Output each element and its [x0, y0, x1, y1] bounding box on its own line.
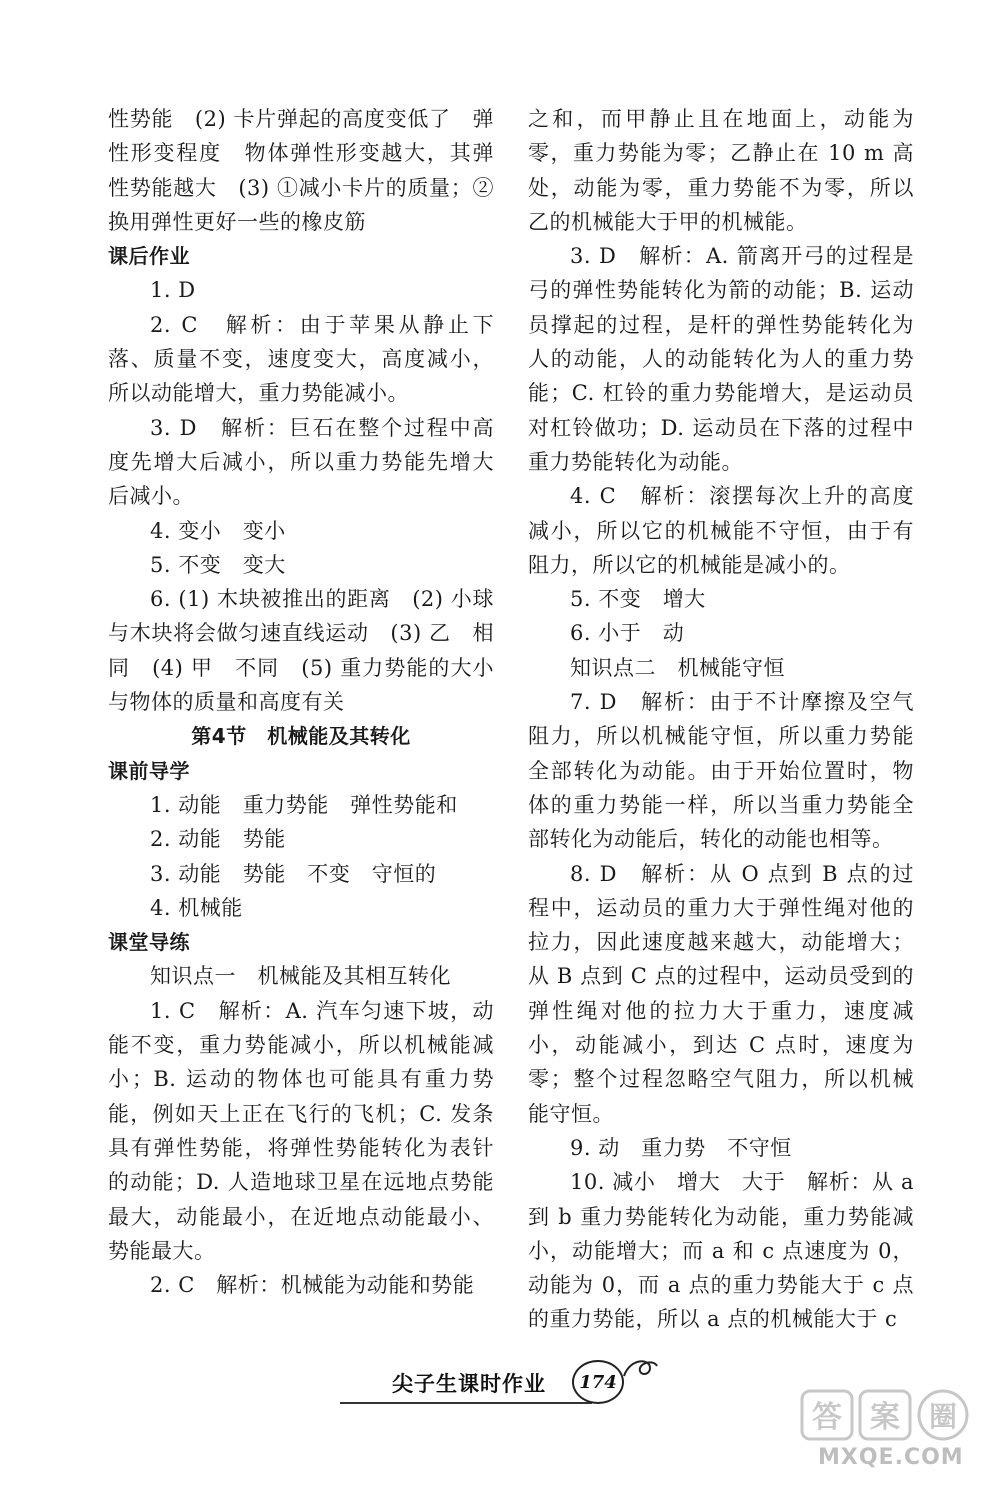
answer-paragraph: 3. D 解析：A. 箭离开弓的过程是弓的弹性势能转化为箭的动能；B. 运动员撑起的过程，是杆的弹性势能转化为人的动能，人的动能转化为人的重力势能；C. 杠铃的重力势能增大，是运动员对杠铃做功；D. 运动员在下落的过程中重力势能转化为动能。 — [528, 244, 914, 474]
watermark-char-3: 圈 — [928, 1400, 958, 1433]
series-title: 尖子生课时作业 — [392, 1372, 546, 1396]
answer-paragraph: 5. 不变 增大 — [570, 587, 706, 612]
section-heading: 课堂导练 — [108, 930, 190, 955]
continued-paragraph: 之和，而甲静止且在地面上，动能为零，重力势能为零；乙静止在 10 m 高处，动能为零，重力势能不为零，所以乙的机械能大于甲的机械能。 — [528, 107, 914, 234]
answer-paragraph: 10. 减小 增大 大于 解析：从 a 到 b 重力势能转化为动能，重力势能减小，动能增大；而 a 和 c 点速度为 0，动能为 0，而 a 点的重力势能大于 c 点的重力势能，所以 a 点的机械能大于 c — [528, 1170, 914, 1332]
watermark — [780, 1385, 980, 1475]
answer-paragraph: 3. D 解析：巨石在整个过程中高度先增大后减小，所以重力势能先增大后减小。 — [108, 415, 494, 509]
answer-paragraph: 7. D 解析：由于不计摩擦及空气阻力，所以机械能守恒，所以重力势能全部转化为动能。由于开始位置时，物体的重力势能一样，所以当重力势能全部转化为动能后，转化的动能也相等。 — [528, 690, 914, 852]
answer-paragraph: 4. 变小 变小 — [150, 518, 286, 543]
watermark-char-2: 案 — [870, 1400, 900, 1435]
watermark-char-1: 答 — [812, 1400, 842, 1435]
answer-paragraph: 1. D — [150, 278, 196, 303]
answer-paragraph: 6. 小于 动 — [570, 621, 685, 646]
continued-paragraph: 性势能 (2) 卡片弹起的高度变低了 弹性形变程度 物体弹性形变越大，其弹性势能越大 (3) ①减小卡片的质量；②换用弹性更好一些的橡皮筋 — [108, 107, 494, 234]
answer-paragraph: 2. C 解析：机械能为动能和势能 — [150, 1273, 475, 1298]
answer-paragraph: 1. C 解析：A. 汽车匀速下坡，动能不变，重力势能减小，所以机械能减小；B. 运动的物体也可能具有重力势能，例如天上正在飞行的飞机；C. 发条具有弹性势能，将弹性势能转化为表针的动能；D. 人造地球卫星在远地点势能最大，动能最小，在近地点动能最小、势能最大。 — [108, 998, 494, 1263]
answer-paragraph: 4. C 解析：滚摆每次上升的高度减小，所以它的机械能不守恒，由于有阻力，所以它的机械能是减小的。 — [528, 484, 914, 577]
answer-paragraph: 5. 不变 变大 — [150, 552, 286, 577]
section-heading: 课前导学 — [108, 758, 190, 783]
chapter-section-title: 第4节 机械能及其转化 — [191, 724, 411, 749]
answer-paragraph: 6. (1) 木块被推出的距离 (2) 小球与木块将会做匀速直线运动 (3) 乙 相同 (4) 甲 不同 (5) 重力势能的大小与物体的质量和高度有关 — [108, 587, 494, 715]
watermark-logo-icon — [800, 1385, 970, 1445]
answer-paragraph: 8. D 解析：从 O 点到 B 点的过程中，运动员的重力大于弹性绳对他的拉力，因此速度越来越大，动能增大；从 B 点到 C 点的过程中，运动员受到的弹性绳对他的拉力大于重力，速度减小，动能减小，到达 C 点时，速度为零；整个过程忽略空气阻力，所以机械能守恒。 — [528, 861, 914, 1126]
answer-paragraph: 4. 机械能 — [150, 895, 243, 920]
footer-rule — [340, 1402, 592, 1404]
answer-paragraph: 9. 动 重力势 不守恒 — [570, 1135, 792, 1160]
answer-paragraph: 3. 动能 势能 不变 守恒的 — [150, 861, 437, 886]
page-number-badge: 174 — [572, 1360, 624, 1404]
page-footer — [340, 1360, 670, 1420]
answer-paragraph: 知识点一 机械能及其相互转化 — [150, 964, 451, 989]
section-heading: 课后作业 — [108, 244, 190, 269]
answer-paragraph: 2. C 解析：由于苹果从静止下落、质量不变，速度变大，高度减小，所以动能增大，重力势能减小。 — [108, 312, 494, 406]
answer-paragraph: 2. 动能 势能 — [150, 827, 286, 852]
left-column — [108, 102, 494, 1302]
answer-paragraph: 知识点二 机械能守恒 — [570, 655, 785, 680]
right-column — [528, 102, 914, 1337]
answer-paragraph: 1. 动能 重力势能 弹性势能和 — [150, 792, 458, 817]
swirl-ornament-icon — [620, 1354, 660, 1384]
watermark-site: MXQE.COM — [818, 1445, 964, 1470]
